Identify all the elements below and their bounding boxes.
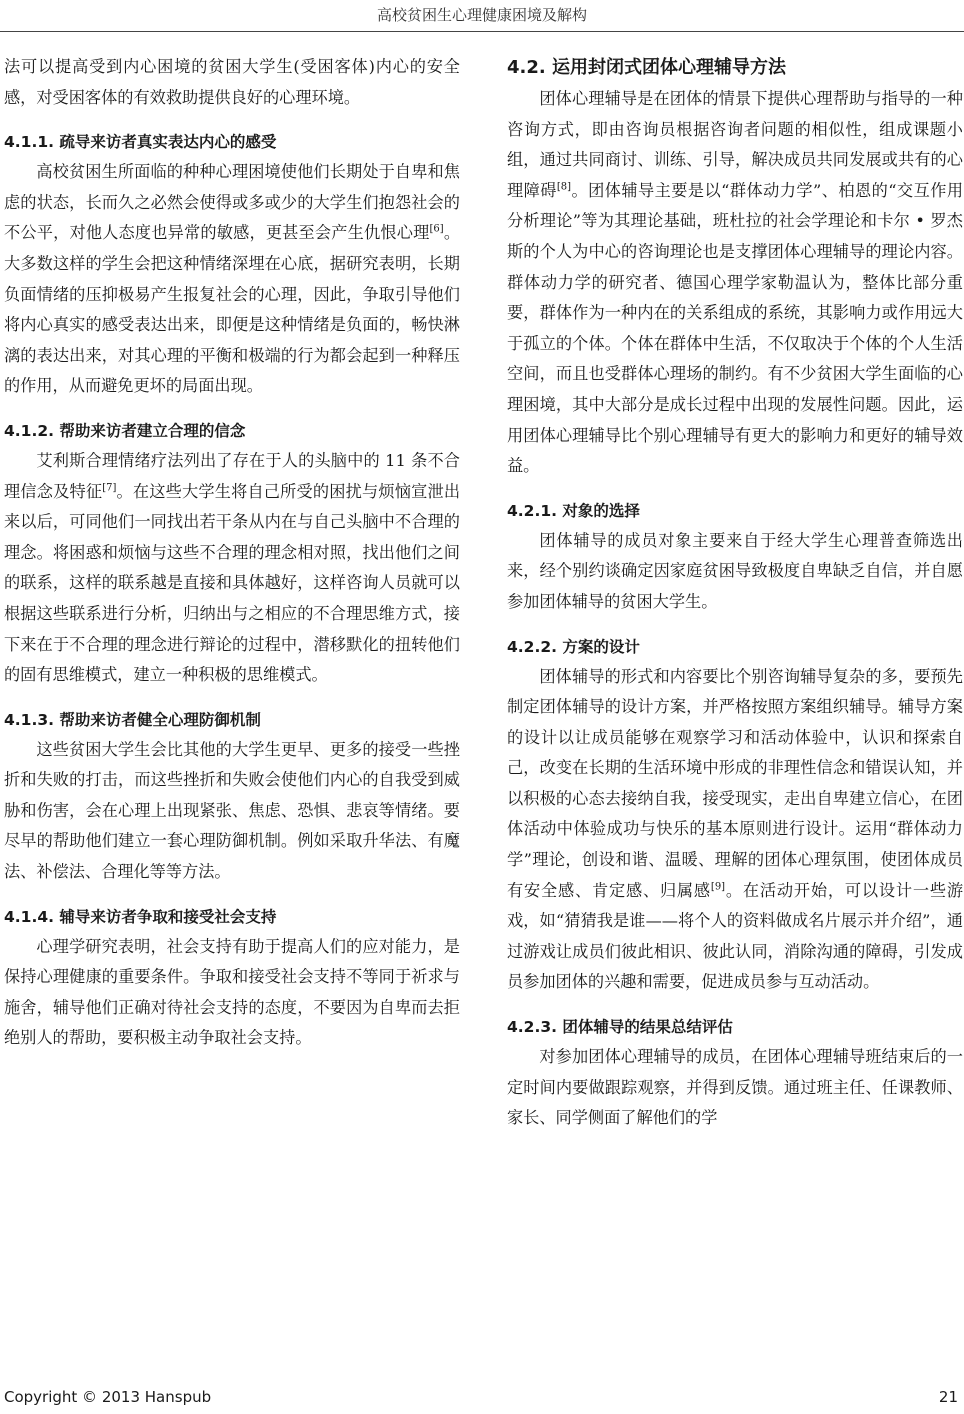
text: 艾利斯合理情绪疗法列出了存在于人的头脑中的 11 条不合理信念及特征	[4, 450, 460, 501]
paragraph-4-2-3: 对参加团体心理辅导的成员，在团体心理辅导班结束后的一定时间内要做跟踪观察，并得到反馈。通过班主任、任课教师、家长、同学侧面了解他们的学	[507, 1047, 963, 1128]
left-column	[4, 52, 460, 1054]
citation-9[interactable]: [9]	[710, 881, 726, 893]
copyright: Copyright © 2013 Hanspub	[4, 1388, 212, 1406]
text: 。大多数这样的学生会把这种情绪深埋在心底，据研究表明，长期负面情绪的压抑极易产生报复社会的心理，因此，争取引导他们将内心真实的感受表达出来，即便是这种情绪是负面的，畅快淋漓的表达出来，对其心理的平衡和极端的行为都会起到一种释压的作用，从而避免更坏的局面出现。	[4, 223, 461, 396]
heading-4-1-3: 4.1.3. 帮助来访者健全心理防御机制	[4, 710, 261, 729]
text: 高校贫困生所面临的种种心理困境使他们长期处于自卑和焦虑的状态，长而久之必然会使得或多或少的大学生们抱怨社会的不公平，对他人态度也异常的敏感，更甚至会产生仇恨心理	[4, 162, 460, 243]
paragraph-4-2-1: 团体辅导的成员对象主要来自于经大学生心理普查筛选出来，经个别约谈确定因家庭贫困导致极度自卑缺乏自信，并自愿参加团体辅导的贫困大学生。	[507, 530, 963, 611]
text: 。在这些大学生将自己所受的困扰与烦恼宣泄出来以后，可同他们一同找出若干条从内在与自己头脑中不合理的理念。将困惑和烦恼与这些不合理的理念相对照，找出他们之间的联系，这样的联系越是直接和具体越好，这样咨询人员就可以根据这些联系进行分析，归纳出与之相应的不合理思维方式，接下来在于不合理的理念进行辩论的过程中，潜移默化的扭转他们的固有思维模式，建立一种积极的思维模式。	[4, 481, 461, 685]
paragraph-4-1-1	[4, 157, 460, 402]
heading-4-1-4: 4.1.4. 辅导来访者争取和接受社会支持	[4, 907, 277, 926]
text: 。在活动开始，可以设计一些游戏，如“猜猜我是谁——将个人的资料做成名片展示并介绍”，通过游戏让成员们彼此相识、彼此认同，消除沟通的障碍，引发成员参加团体的兴趣和需要，促进成员参与互动活动。	[507, 880, 964, 992]
paragraph-4-1-4: 心理学研究表明，社会支持有助于提高人们的应对能力，是保持心理健康的重要条件。争取和接受社会支持不等同于祈求与施舍，辅导他们正确对待社会支持的态度，不要因为自卑而去拒绝别人的帮助，要积极主动争取社会支持。	[4, 936, 460, 1048]
heading-4-1-1: 4.1.1. 疏导来访者真实表达内心的感受	[4, 133, 277, 152]
right-column	[507, 52, 963, 1134]
intro-paragraph: 法可以提高受到内心困境的贫困大学生(受困客体)内心的安全感，对受困客体的有效救助提供良好的心理环境。	[4, 57, 460, 107]
paragraph-4-1-3: 这些贫困大学生会比其他的大学生更早、更多的接受一些挫折和失败的打击，而这些挫折和失败会使他们内心的自我受到威胁和伤害，会在心理上出现紧张、焦虑、恐惧、悲哀等情绪。要尽早的帮助他们建立一套心理防御机制。例如采取升华法、有魔法、补偿法、合理化等等方法。	[4, 739, 460, 882]
heading-4-2-1: 4.2.1. 对象的选择	[507, 501, 640, 520]
header-rule	[0, 31, 964, 32]
heading-4-2-3: 4.2.3. 团体辅导的结果总结评估	[507, 1018, 733, 1037]
citation-6[interactable]: [6]	[429, 223, 444, 235]
page-number: 21	[938, 1388, 958, 1406]
heading-4-2-2: 4.2.2. 方案的设计	[507, 637, 640, 656]
text: 。团体辅导主要是以“群体动力学”、柏恩的“交互作用分析理论”等为其理论基础，班杜拉的社会学理论和卡尔 • 罗杰斯的个人为中心的咨询理论也是支撑团体心理辅导的理论内容。群体动力学的研究者、德国心理学家勒温认为，整体比部分重要，群体作为一种内在的关系组成的系统，其影响力或作用远大于孤立的个体。个体在群体中生活，不仅取决于个体的个人生活空间，而且也受群体心理场的制约。有不少贫困大学生面临的心理困境，其中大部分是成长过程中出现的发展性问题。因此，运用团体心理辅导比个别心理辅导有更大的影响力和更好的辅导效益。	[507, 180, 964, 476]
citation-7[interactable]: [7]	[102, 482, 117, 494]
running-header: 高校贫困生心理健康困境及解构	[376, 6, 587, 24]
heading-4-2: 4.2. 运用封闭式团体心理辅导方法	[507, 57, 786, 78]
paragraph-4-1-2	[4, 446, 460, 691]
text: 团体辅导的形式和内容要比个别咨询辅导复杂的多，要预先制定团体辅导的设计方案，并严格按照方案组织辅导。辅导方案的设计以让成员能够在观察学习和活动体验中，认识和探索自己，改变在长期的生活环境中形成的非理性信念和错误认知，并以积极的心态去接纳自我，接受现实，走出自卑建立信心，在团体活动中体验成功与快乐的基本原则进行设计。运用“群体动力学”理论，创设和谐、温暖、理解的团体心理氛围，使团体成员有安全感、肯定感、归属感	[507, 666, 963, 900]
text: 团体心理辅导是在团体的情景下提供心理帮助与指导的一种咨询方式，即由咨询员根据咨询者问题的相似性，组成课题小组，通过共同商讨、训练、引导，解决成员共同发展或共有的心理障碍	[507, 89, 963, 200]
paragraph-4-2	[507, 84, 963, 482]
heading-4-1-2: 4.1.2. 帮助来访者建立合理的信念	[4, 421, 246, 440]
paragraph-4-2-2	[507, 662, 963, 999]
citation-8[interactable]: [8]	[556, 181, 572, 193]
